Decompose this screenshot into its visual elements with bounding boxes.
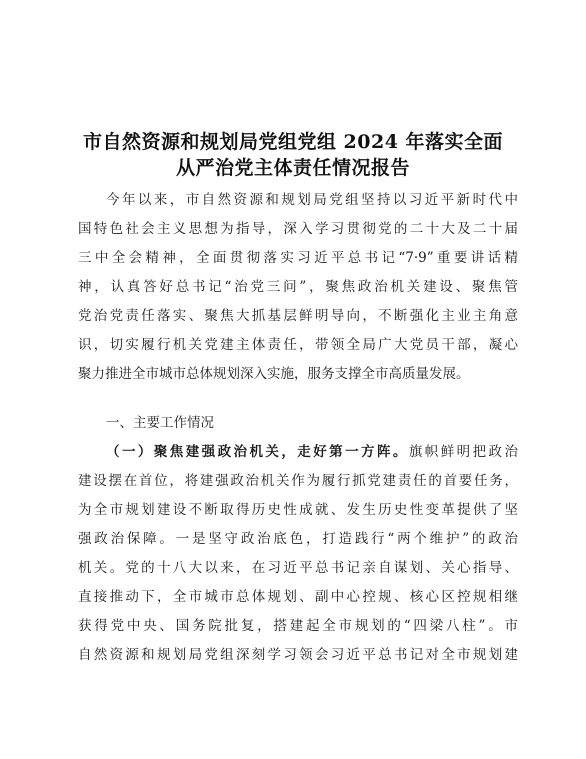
section-paragraph-line: 直接推动下，全市城市总体规划、副中心控规、核心区控规相继 [78, 589, 518, 605]
subsection-first-line [106, 443, 518, 462]
section-paragraph-line: 机关。党的十八大以来，在习近平总书记亲自谋划、关心指导、 [78, 560, 518, 576]
section-heading: 一、主要工作情况 [106, 415, 214, 431]
section-paragraph-line: 自然资源和规划局党组深刻学习领会习近平总书记对全市规划建 [78, 647, 518, 663]
intro-paragraph-line: 神，认真答好总书记“治党三问”，聚焦政治机关建设、聚焦管 [78, 279, 518, 295]
intro-paragraph-line: 三中全会精神，全面贯彻落实习近平总书记“7·9”重要讲话精 [78, 250, 518, 266]
intro-paragraph-line: 识，切实履行机关党建主体责任，带领全局广大党员干部，凝心 [78, 337, 518, 353]
section-paragraph-line: 获得党中央、国务院批复，搭建起全市规划的“四梁八柱”。市 [78, 618, 518, 634]
intro-paragraph-line: 党治党责任落实、聚焦大抓基层鲜明导向，不断强化主业主角意 [78, 308, 518, 324]
section-paragraph-line: 强政治保障。一是坚守政治底色，打造践行“两个维护”的政治 [78, 531, 518, 547]
intro-paragraph-line: 国特色社会主义思想为指导，深入学习贯彻党的二十大及二十届 [78, 221, 518, 237]
subsection-text: 旗帜鲜明把政治 [408, 444, 518, 460]
subsection-heading: （一）聚焦建强政治机关，走好第一方阵。 [106, 444, 409, 460]
intro-paragraph-line: 聚力推进全市城市总体规划深入实施，服务支撑全市高质量发展。 [78, 366, 470, 382]
intro-paragraph-line: 今年以来，市自然资源和规划局党组坚持以习近平新时代中 [106, 192, 518, 208]
document-title-line-2: 从严治党主体责任情况报告 [175, 157, 410, 179]
section-paragraph-line: 建设摆在首位，将建强政治机关作为履行抓党建责任的首要任务， [78, 473, 518, 489]
section-paragraph-line: 为全市规划建设不断取得历史性成就、发生历史性变革提供了坚 [78, 502, 518, 518]
document-title-line-1: 市自然资源和规划局党组党组 2024 年落实全面 [82, 131, 504, 153]
